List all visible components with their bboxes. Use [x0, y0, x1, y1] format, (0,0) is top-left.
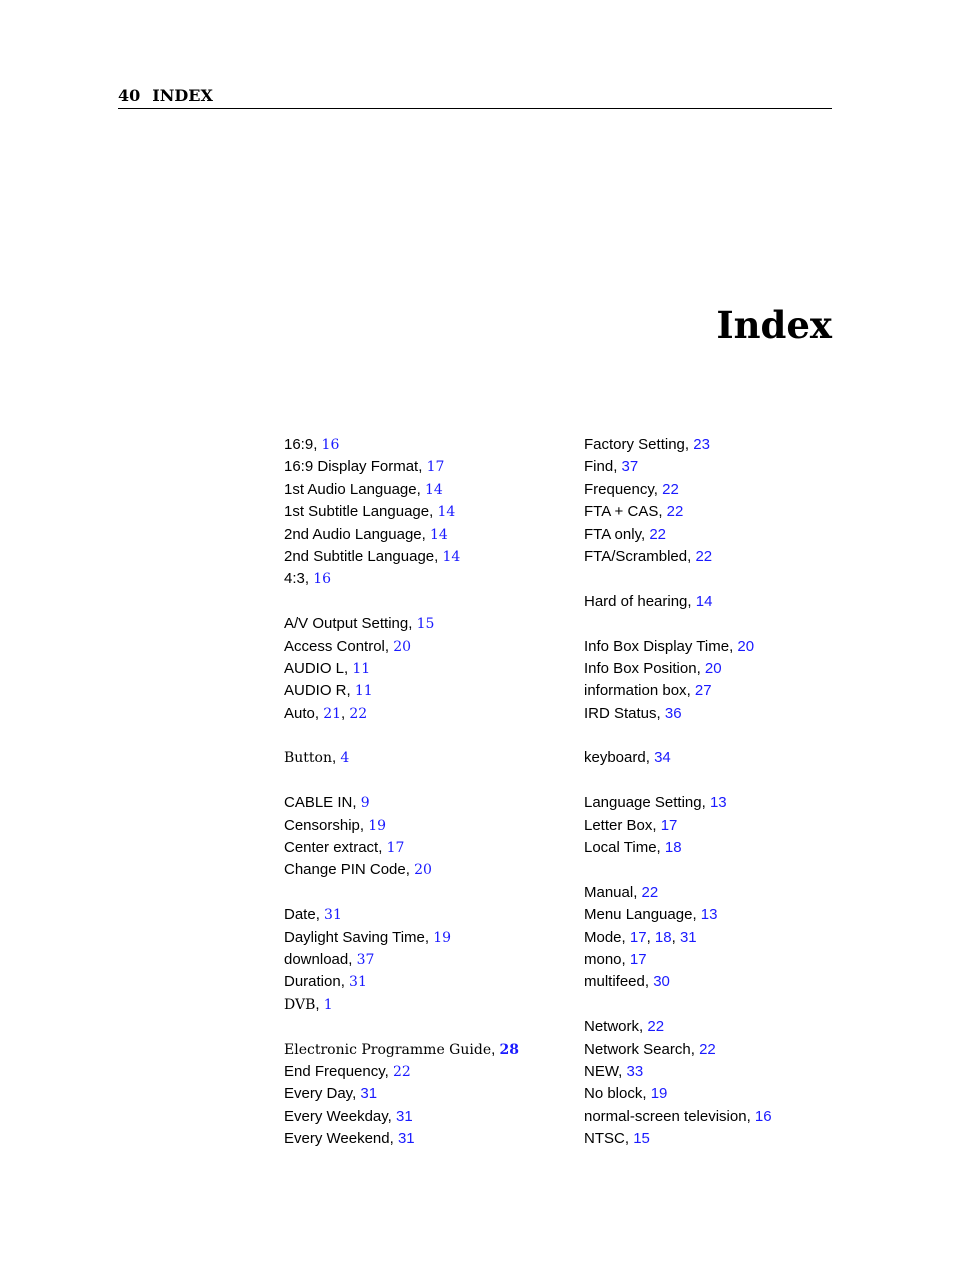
page-link[interactable]: 15 [416, 616, 435, 633]
index-term: 1st Audio Language [284, 480, 417, 498]
index-term: NTSC [584, 1130, 625, 1148]
index-term: FTA/Scrambled [584, 547, 688, 565]
page-link[interactable]: 23 [693, 436, 710, 453]
page-link[interactable]: 16 [313, 571, 332, 588]
index-entry: Center extract, 17 [284, 839, 405, 857]
index-entry: AUDIO R, 11 [284, 682, 373, 700]
index-term: Button [284, 750, 333, 767]
index-term: Center extract [284, 839, 379, 857]
page-link[interactable]: 22 [349, 705, 368, 722]
index-entry: 16:9 Display Format, 17 [284, 458, 445, 476]
page-link[interactable]: 33 [626, 1062, 644, 1080]
index-entry: DVB, 1 [284, 995, 333, 1013]
index-entry: Duration, 31 [284, 973, 367, 991]
page-link[interactable]: 11 [352, 660, 371, 677]
index-entry: IRD Status, 36 [584, 704, 682, 722]
page-link[interactable]: 17 [386, 840, 405, 857]
index-entry: Censorship, 19 [284, 816, 387, 834]
index-entry: End Frequency, 22 [284, 1062, 411, 1080]
page-link[interactable]: 17 [426, 459, 445, 476]
page-link[interactable]: 21 [323, 705, 342, 722]
index-term: AUDIO L [284, 659, 345, 677]
index-entry: FTA/Scrambled, 22 [584, 547, 713, 565]
index-term: Daylight Saving Time [284, 928, 425, 946]
index-entry: 2nd Audio Language, 14 [284, 525, 448, 543]
index-entry: Frequency, 22 [584, 480, 679, 498]
index-entry: AUDIO L, 11 [284, 659, 371, 677]
page-link[interactable]: 30 [653, 973, 670, 991]
page-link[interactable]: 31 [679, 928, 697, 946]
page-title: Index [716, 303, 832, 347]
page-link[interactable]: 22 [662, 480, 679, 498]
index-entry: Network Search, 22 [584, 1040, 716, 1058]
index-entry: FTA + CAS, 22 [584, 503, 684, 521]
index-entry: mono, 17 [584, 950, 647, 968]
index-entry: A/V Output Setting, 15 [284, 615, 435, 633]
index-term: Info Box Display Time [584, 637, 730, 655]
index-entry: Every Weekend, 31 [284, 1130, 415, 1148]
index-term: FTA only [584, 525, 641, 543]
index-term: Every Day [284, 1085, 353, 1103]
index-term: Language Setting [584, 794, 702, 812]
index-entry: Access Control, 20 [284, 637, 412, 655]
page-link[interactable]: 28 [499, 1041, 519, 1058]
page-link[interactable]: 16 [754, 1107, 772, 1125]
index-term: Date [284, 906, 316, 924]
page-link[interactable]: 13 [700, 906, 718, 924]
index-term: 1st Subtitle Language [284, 503, 430, 521]
index-entry: Hard of hearing, 14 [584, 592, 713, 610]
index-entry: Electronic Programme Guide, 28 [284, 1040, 519, 1058]
page-link[interactable]: 27 [694, 682, 712, 700]
page-link[interactable]: 34 [654, 749, 671, 767]
index-entry: CABLE IN, 9 [284, 794, 370, 812]
index-term: 4:3 [284, 570, 305, 588]
index-entry: Auto, 21, 22 [284, 704, 368, 722]
page-link[interactable]: 17 [629, 950, 647, 968]
index-term: Network Search [584, 1040, 691, 1058]
page-link[interactable]: 22 [649, 525, 666, 543]
page-link[interactable]: 14 [429, 526, 448, 543]
index-term: End Frequency [284, 1062, 385, 1080]
index-term: Info Box Position [584, 659, 697, 677]
running-header [118, 86, 832, 109]
index-term: 16:9 [284, 436, 314, 453]
index-term: DVB [284, 996, 316, 1013]
index-term: multifeed [584, 973, 645, 991]
index-entry: Mode, 17, 18, 31 [584, 928, 697, 946]
index-column-left [284, 434, 584, 1151]
page-link[interactable]: 9 [360, 795, 370, 812]
page-link[interactable]: 37 [356, 951, 375, 968]
index-entry: Date, 31 [284, 906, 342, 924]
page-link[interactable]: 19 [368, 817, 387, 834]
page-link[interactable]: 20 [393, 638, 412, 655]
index-entry: Manual, 22 [584, 883, 659, 901]
index-entry: 1st Audio Language, 14 [284, 480, 443, 498]
page-link[interactable]: 36 [664, 704, 682, 722]
index-entry: Language Setting, 13 [584, 794, 727, 812]
index-term: Frequency [584, 480, 654, 498]
page-link[interactable]: 22 [666, 503, 684, 521]
page-link[interactable]: 14 [437, 504, 456, 521]
page-link[interactable]: 31 [349, 974, 367, 991]
index-term: Mode [584, 928, 622, 946]
index-entry: 1st Subtitle Language, 14 [284, 503, 456, 521]
page-link[interactable]: 14 [424, 481, 443, 498]
index-term: Censorship [284, 816, 360, 834]
index-term: FTA + CAS [584, 503, 659, 521]
index-entry: Every Weekday, 31 [284, 1107, 413, 1125]
index-entry: 16:9, 16 [284, 436, 340, 453]
index-entry: information box, 27 [584, 682, 712, 700]
index-entry: Info Box Position, 20 [584, 659, 722, 677]
index-term: Network [584, 1018, 640, 1036]
index-term: A/V Output Setting [284, 615, 409, 633]
index-term: Manual [584, 883, 634, 901]
header-page-number: 40 [118, 86, 141, 105]
index-term: 2nd Subtitle Language [284, 547, 435, 565]
page-link[interactable]: 18 [664, 839, 682, 857]
index-entry: Network, 22 [584, 1018, 665, 1036]
index-term: keyboard [584, 749, 646, 767]
index-entry: No block, 19 [584, 1085, 668, 1103]
page-link[interactable]: 31 [324, 907, 342, 924]
page-link[interactable]: 15 [633, 1130, 650, 1148]
page-link[interactable]: 16 [321, 437, 340, 453]
page-link[interactable]: 31 [396, 1107, 413, 1125]
index-entry: 2nd Subtitle Language, 14 [284, 547, 461, 565]
index-term: Find [584, 458, 614, 476]
page-link[interactable]: 22 [647, 1018, 665, 1036]
index-term: Every Weekend [284, 1130, 390, 1148]
index-entry: Daylight Saving Time, 19 [284, 928, 452, 946]
index-term: Change PIN Code [284, 861, 406, 879]
page-link[interactable]: 20 [737, 637, 755, 655]
index-entry: keyboard, 34 [584, 749, 671, 767]
index-term: Hard of hearing [584, 592, 688, 610]
index-term: CABLE IN [284, 794, 353, 812]
page-link[interactable]: 11 [354, 683, 373, 700]
index-term: 16:9 Display Format [284, 458, 419, 476]
header-section: INDEX [152, 86, 213, 105]
page-link[interactable]: 18 [654, 928, 672, 946]
page-link[interactable]: 22 [641, 883, 659, 901]
page-link[interactable]: 20 [704, 659, 722, 677]
index-term: 2nd Audio Language [284, 525, 422, 543]
index-entry: Factory Setting, 23 [584, 436, 710, 453]
page-link[interactable]: 17 [629, 928, 647, 946]
index-term: IRD Status [584, 704, 657, 722]
page-link[interactable]: 14 [695, 592, 713, 610]
index-term: AUDIO R [284, 682, 347, 700]
page-link[interactable]: 14 [442, 548, 461, 565]
index-term: Local Time [584, 839, 657, 857]
index-entry: normal-screen television, 16 [584, 1107, 772, 1125]
page-link[interactable]: 31 [360, 1085, 378, 1103]
index-term: Access Control [284, 637, 385, 655]
index-term: information box [584, 682, 687, 700]
index-entry: Letter Box, 17 [584, 816, 678, 834]
page-link[interactable]: 13 [709, 794, 727, 812]
index-term: Duration [284, 973, 341, 991]
page-link[interactable]: 22 [695, 547, 713, 565]
index-entry: 4:3, 16 [284, 570, 332, 588]
index-term: Auto [284, 704, 315, 722]
page-link[interactable]: 22 [392, 1063, 411, 1080]
page-link[interactable]: 20 [414, 862, 432, 879]
index-entry: Change PIN Code, 20 [284, 861, 432, 879]
index-term: normal-screen television [584, 1107, 747, 1125]
index-term: Letter Box [584, 816, 653, 834]
index-column-right [584, 434, 824, 1151]
index-entry: Info Box Display Time, 20 [584, 637, 755, 655]
index-entry: Local Time, 18 [584, 839, 682, 857]
index-term: download [284, 950, 349, 968]
index-term: Every Weekday [284, 1107, 388, 1125]
index-entry: multifeed, 30 [584, 973, 670, 991]
index-entry: Find, 37 [584, 458, 639, 476]
page-link[interactable]: 1 [323, 996, 333, 1013]
page-link[interactable]: 17 [660, 816, 678, 834]
index-entry: Button, 4 [284, 749, 350, 767]
page-link[interactable]: 19 [433, 929, 452, 946]
index-term: NEW [584, 1062, 619, 1080]
index-entry: NTSC, 15 [584, 1130, 650, 1148]
index-term: Factory Setting [584, 436, 685, 453]
page-link[interactable]: 31 [397, 1130, 415, 1148]
index-term: Electronic Programme Guide [284, 1041, 492, 1058]
index-entry: NEW, 33 [584, 1062, 644, 1080]
index-term: Menu Language [584, 906, 693, 924]
index-term: mono [584, 950, 622, 968]
index-entry: FTA only, 22 [584, 525, 666, 543]
index-entry: Every Day, 31 [284, 1085, 378, 1103]
page-link[interactable]: 22 [699, 1040, 716, 1058]
page-link[interactable]: 4 [340, 750, 350, 767]
index-entry: Menu Language, 13 [584, 906, 718, 924]
page-link[interactable]: 37 [621, 458, 639, 476]
index-entry: download, 37 [284, 950, 375, 968]
index-term: No block [584, 1085, 643, 1103]
page-link[interactable]: 19 [650, 1085, 668, 1103]
